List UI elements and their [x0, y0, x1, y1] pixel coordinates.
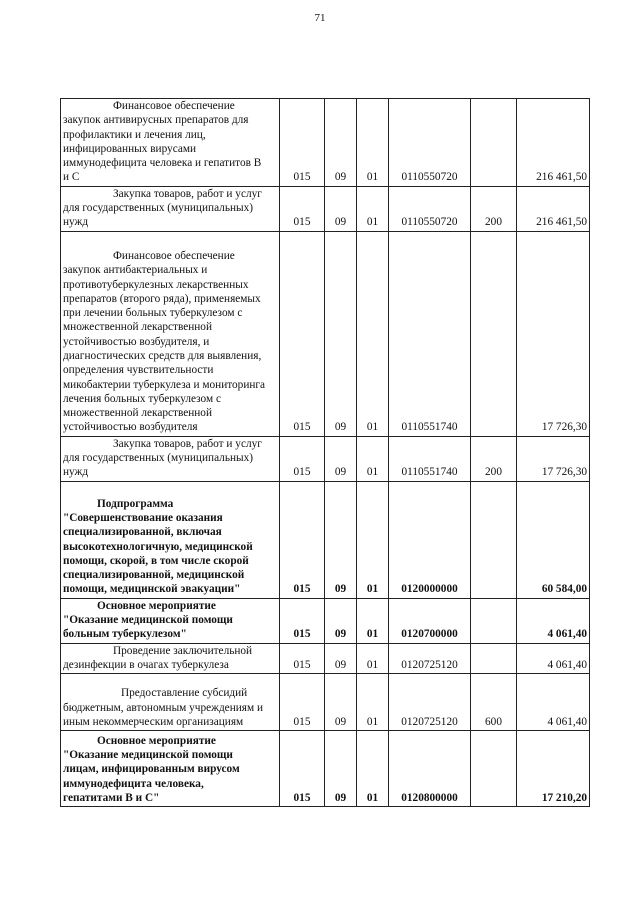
subsection-code: 01	[357, 481, 389, 598]
amount: 4 061,40	[517, 643, 590, 674]
target-code: 0110551740	[389, 231, 471, 436]
ministry-code: 015	[280, 674, 325, 731]
section-code: 09	[325, 643, 357, 674]
amount: 17 726,30	[517, 231, 590, 436]
subsection-code: 01	[357, 674, 389, 731]
target-code: 0120700000	[389, 598, 471, 643]
table-row	[61, 436, 590, 481]
amount: 17 726,30	[517, 436, 590, 481]
row-description: Финансовое обеспечение закупок антивирусных препаратов для профилактики и лечения лиц, инфицированных вирусами иммунодефицита человека и гепатитов В и С	[61, 99, 280, 187]
section-code: 09	[325, 99, 357, 187]
row-description: Основное мероприятие "Оказание медицинской помощи больным туберкулезом"	[61, 598, 280, 643]
row-description: Предоставление субсидий бюджетным, автономным учреждениям и иным некоммерческим организациям	[61, 674, 280, 731]
expense-type-code: 200	[471, 436, 517, 481]
row-description: Основное мероприятие "Оказание медицинской помощи лицам, инфицированным вирусом иммунодефицита человека, гепатитами В и С"	[61, 731, 280, 807]
section-code: 09	[325, 436, 357, 481]
table-row	[61, 186, 590, 231]
section-code: 09	[325, 674, 357, 731]
table-row	[61, 674, 590, 731]
section-code: 09	[325, 186, 357, 231]
amount: 4 061,40	[517, 674, 590, 731]
subsection-code: 01	[357, 231, 389, 436]
amount: 17 210,20	[517, 731, 590, 807]
subsection-code: 01	[357, 436, 389, 481]
amount: 4 061,40	[517, 598, 590, 643]
row-description: Закупка товаров, работ и услуг для государственных (муниципальных) нужд	[61, 186, 280, 231]
table-row	[61, 481, 590, 598]
amount: 60 584,00	[517, 481, 590, 598]
expense-type-code	[471, 643, 517, 674]
table-row	[61, 598, 590, 643]
target-code: 0110550720	[389, 99, 471, 187]
target-code: 0120725120	[389, 674, 471, 731]
row-description: Финансовое обеспечение закупок антибактериальных и противотуберкулезных лекарственных препаратов (второго ряда), применяемых при лечении больных туберкулезом с множественной лекарственной устойчивостью возбудителя, и диагностических средств для выявления, определения чувствительности микобактерии туберкулеза и мониторинга лечения больных туберкулезом с множественной лекарственной устойчивостью возбудителя	[61, 231, 280, 436]
target-code: 0110550720	[389, 186, 471, 231]
ministry-code: 015	[280, 643, 325, 674]
budget-table	[60, 98, 590, 807]
amount: 216 461,50	[517, 186, 590, 231]
ministry-code: 015	[280, 731, 325, 807]
section-code: 09	[325, 598, 357, 643]
expense-type-code	[471, 731, 517, 807]
ministry-code: 015	[280, 598, 325, 643]
expense-type-code: 600	[471, 674, 517, 731]
section-code: 09	[325, 731, 357, 807]
section-code: 09	[325, 231, 357, 436]
amount: 216 461,50	[517, 99, 590, 187]
target-code: 0120800000	[389, 731, 471, 807]
table-row	[61, 643, 590, 674]
ministry-code: 015	[280, 186, 325, 231]
ministry-code: 015	[280, 99, 325, 187]
ministry-code: 015	[280, 481, 325, 598]
ministry-code: 015	[280, 436, 325, 481]
subsection-code: 01	[357, 99, 389, 187]
row-description: Проведение заключительной дезинфекции в очагах туберкулеза	[61, 643, 280, 674]
table-row	[61, 231, 590, 436]
subsection-code: 01	[357, 186, 389, 231]
expense-type-code	[471, 231, 517, 436]
target-code: 0110551740	[389, 436, 471, 481]
subsection-code: 01	[357, 643, 389, 674]
table-row	[61, 731, 590, 807]
subsection-code: 01	[357, 731, 389, 807]
row-description: Подпрограмма "Совершенствование оказания специализированной, включая высокотехнологичную, медицинской помощи, скорой, в том числе скорой специализированной, медицинской помощи, медицинской эвакуации"	[61, 481, 280, 598]
target-code: 0120000000	[389, 481, 471, 598]
row-description: Закупка товаров, работ и услуг для государственных (муниципальных) нужд	[61, 436, 280, 481]
section-code: 09	[325, 481, 357, 598]
expense-type-code	[471, 99, 517, 187]
expense-type-code: 200	[471, 186, 517, 231]
subsection-code: 01	[357, 598, 389, 643]
expense-type-code	[471, 598, 517, 643]
expense-type-code	[471, 481, 517, 598]
page-number: 71	[314, 12, 326, 24]
target-code: 0120725120	[389, 643, 471, 674]
ministry-code: 015	[280, 231, 325, 436]
table-row	[61, 99, 590, 187]
